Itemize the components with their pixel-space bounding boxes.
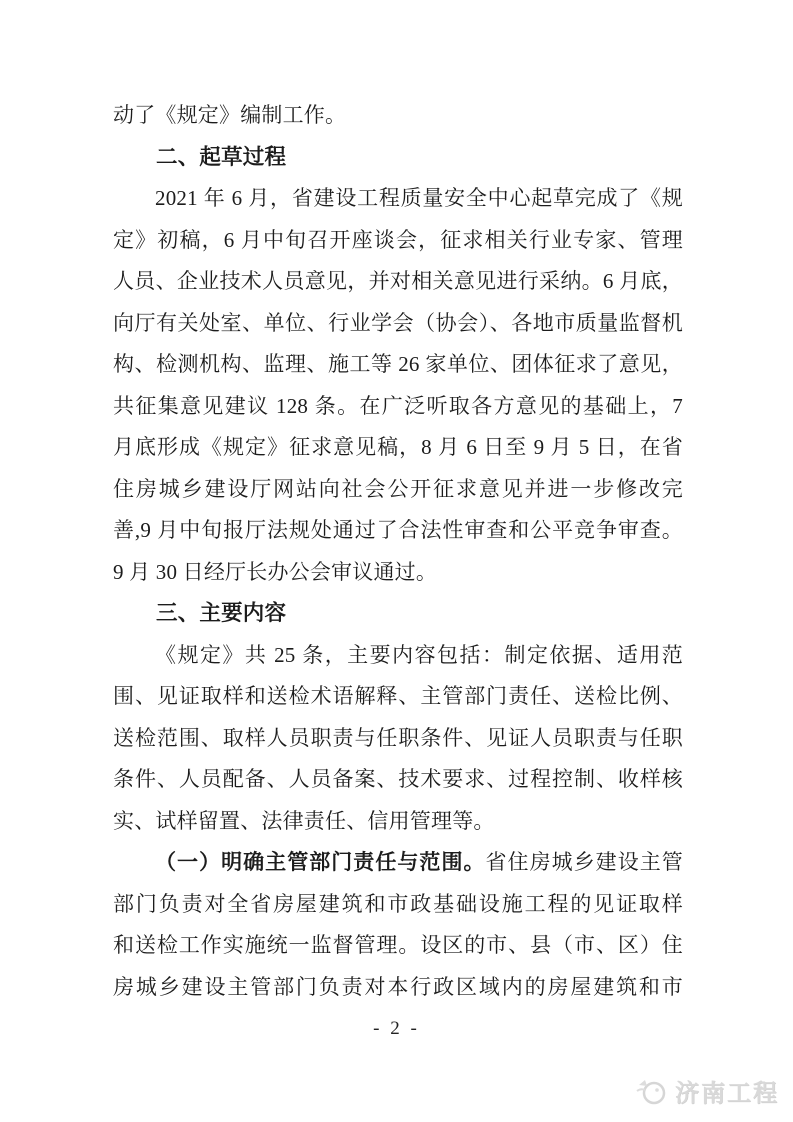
paragraph-line: 月底形成《规定》征求意见稿，8 月 6 日至 9 月 5 日，在省: [113, 435, 683, 459]
paragraph-last-line: 实、试样留置、法律责任、信用管理等。: [113, 808, 495, 833]
paragraph-line: 构、检测机构、监理、施工等 26 家单位、团体征求了意见，: [113, 352, 683, 376]
paragraph-line: 定》初稿，6 月中旬召开座谈会，征求相关行业专家、管理: [113, 227, 683, 252]
paragraph-bold-lead: （一）明确主管部门责任与范围。: [155, 851, 486, 874]
paragraph-line: 围、见证取样和送检术语解释、主管部门责任、送检比例、: [113, 684, 683, 708]
paragraph-line: 和送检工作实施统一监督管理。设区的市、县（市、区）住: [113, 933, 683, 957]
paragraph-line: 人员、企业技术人员意见，并对相关意见进行采纳。6 月底，: [113, 269, 683, 293]
watermark-text: 济南工程: [675, 1080, 779, 1107]
section-heading-draft-process: 二、起草过程: [156, 144, 287, 169]
paragraph-line: 向厅有关处室、单位、行业学会（协会）、各地市质量监督机: [113, 310, 683, 335]
jinan-gongcheng-logo-icon: [635, 1075, 669, 1107]
paragraph-lead-rest: 省住房城乡建设主管: [485, 850, 683, 874]
page-number: - 2 -: [373, 1018, 420, 1039]
paragraph-line: 房城乡建设主管部门负责对本行政区域内的房屋建筑和市: [113, 974, 683, 999]
paragraph-continuation-line: 动了《规定》编制工作。: [113, 103, 347, 127]
document-body: [113, 95, 683, 1008]
paragraph-line: 送检范围、取样人员职责与任职条件、见证人员职责与任职: [113, 725, 683, 750]
paragraph-line: [113, 842, 683, 884]
paragraph-line: 住房城乡建设厅网站向社会公开征求意见并进一步修改完: [113, 476, 683, 501]
paragraph-line: 部门负责对全省房屋建筑和市政基础设施工程的见证取样: [113, 891, 683, 916]
section-heading-main-content: 三、主要内容: [156, 601, 287, 625]
watermark: [635, 1073, 779, 1108]
paragraph-line: 2021 年 6 月，省建设工程质量安全中心起草完成了《规: [155, 186, 683, 210]
paragraph-line: 条件、人员配备、人员备案、技术要求、过程控制、收样核: [113, 767, 683, 791]
paragraph-line: 《规定》共 25 条，主要内容包括：制定依据、适用范: [155, 642, 683, 667]
paragraph-line: 共征集意见建议 128 条。在广泛听取各方意见的基础上，7: [113, 393, 683, 418]
paragraph-last-line: 9 月 30 日经厅长办公会审议通过。: [113, 559, 438, 584]
paragraph-line: 善,9 月中旬报厅法规处通过了合法性审查和公平竞争审查。: [113, 518, 683, 542]
